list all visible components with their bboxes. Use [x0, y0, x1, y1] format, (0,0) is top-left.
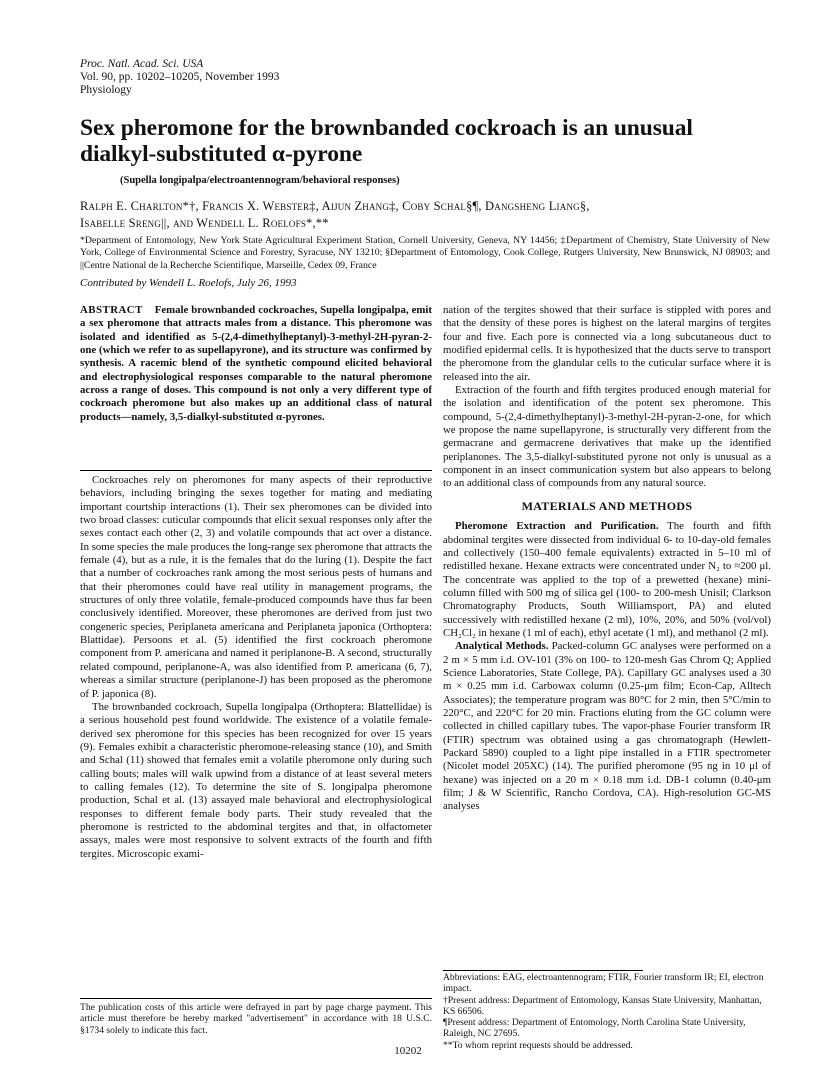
author-list — [80, 198, 760, 232]
intro-paragraph-3: nation of the tergites showed that their surface is stippled with pores and that the density of these pores is highest on the lateral margins of tergites four and five. Each pore is connected via a long subcutaneous duct to modified epidermal cells. It is hypothesized that the ducts serve to transport the pheromone from the glandular cells to the cuticular surface where it is released into the air. — [443, 304, 771, 383]
authors-line-1: Ralph E. Charlton*†, Francis X. Webster‡, Aijun Zhang‡, Coby Schal§¶, Dangsheng Liang§, — [80, 199, 590, 213]
methods-2-text: Packed-column GC analyses were performed on a 2 m × 5 mm i.d. OV-101 (3% on 100- to 120-mesh Gas Chrom Q; Applied Science Laboratories, State College, PA). Capillary GC analyses used a 30 m × 0.25 mm i.d. Carbowax column (0.25-μm film; Econ-Cap, Alltech Associates); the temperature program was 80°C for 2 min, then 5°C/min to 220°C, and 220°C for 20 min. Fractions eluting from the GC column were collected in chilled capillary tubes. The vapor-phase Fourier transform IR (FTIR) spectrum was obtained using a gas chromatograph (Hewlett-Packard 5890) coupled to a light pipe installed in a FTIR spectrometer (Nicolet model 205XC) (14). The purified pheromone (95 ng in 10 μl of hexane) was injected on a 20 m × 0.18 mm i.d. DB-1 column (0.40-μm film; J & W Scientific, Rancho Cordova, CA). High-resolution GC-MS analyses — [443, 640, 771, 813]
footnotes — [443, 972, 773, 1051]
left-column-body — [80, 474, 432, 861]
methods-paragraph-2 — [443, 640, 771, 813]
section-label: Physiology — [80, 84, 132, 96]
intro-paragraph-1: Cockroaches rely on pheromones for many aspects of their reproductive behaviors, including bringing the sexes together for mating and mediating important courtship interactions (1). Their sex pheromones can be divided into two broad classes: cuticular compounds that elicit sexual responses only after the sexes contact each other (2, 3) and volatile compounds that act over a distance. In some species the male produces the long-range sex pheromone that attracts the female (4), but as a rule, it is the females that do the luring (1). Despite the fact that a number of cockroaches rank among the most serious pests of humans and that their pheromones could have real utility in management programs, the structures of only three volatile, female-produced compounds have thus far been conclusively identified. Moreover, these pheromones are derived from just two congeneric species, Periplaneta americana and Periplaneta japonica (Orthoptera: Blattidae). Persoons et al. (5) identified the first cockroach pheromone component from P. americana and named it periplanone-B. A second, structurally related compound, periplanone-A, was also identified from P. americana (6, 7), whereas a similar structure (periplanone-J) has been proposed as the pheromone of P. japonica (8). — [80, 474, 432, 700]
methods-1-lead: Pheromone Extraction and Purification. — [455, 520, 659, 533]
journal-name: Proc. Natl. Acad. Sci. USA — [80, 58, 204, 70]
authors-line-2: Isabelle Sreng||, and Wendell L. Roelofs*,** — [80, 216, 329, 230]
methods-heading: MATERIALS AND METHODS — [521, 498, 693, 513]
right-column-body — [443, 304, 771, 814]
article-title: Sex pheromone for the brownbanded cockroach is an unusual dialkyl-substituted α-pyrone — [80, 115, 693, 167]
publication-cost-note: The publication costs of this article were defrayed in part by page charge payment. This article must therefore be hereby marked "advertisement" in accordance with 18 U.S.C. §1734 solely to indicate this fact. — [80, 1002, 432, 1036]
volume-info: Vol. 90, pp. 10202–10205, November 1993 — [80, 71, 280, 83]
affiliations: *Department of Entomology, New York State Agricultural Experiment Station, Cornell University, Geneva, NY 14456; ‡Department of Chemistry, State University of New York, College of Environmental Science and Forestry, Syracuse, NY 13210; §Department of Entomology, Cook College, Rutgers University, New Brunswick, NJ 08903; and ||Centre National de la Recherche Scientifique, Marseille, Cedex 09, France — [80, 235, 770, 271]
footnote-divider-right — [443, 970, 643, 971]
footnote-pilcrow: ¶Present address: Department of Entomology, North Carolina State University, Raleigh, NC 27695. — [443, 1017, 746, 1040]
footnote-abbreviations: Abbreviations: EAG, electroantennogram; FTIR, Fourier transform IR; EI, electron impact. — [443, 972, 764, 995]
intro-paragraph-4: Extraction of the fourth and fifth tergites produced enough material for the isolation and identification of the potent sex pheromone. This compound, 5-(2,4-dimethylheptanyl)-3-methyl-2H-pyran-2-one, for which we propose the name supellapyrone, is structurally very different from the germacrane and germacrene derivatives that make up the identified periplanones. The 3,5-dialkyl-substituted pyrone not only is unusual as a component in an insect communication system but also appears to belong to an additional class of compounds from any natural source. — [443, 384, 771, 490]
footnote-reprint: **To whom reprint requests should be addressed. — [443, 1039, 633, 1051]
abstract-heading: ABSTRACT — [80, 304, 143, 316]
methods-2-lead: Analytical Methods. — [455, 640, 549, 653]
journal-header — [80, 58, 279, 97]
abstract-text: Female brownbanded cockroaches, Supella longipalpa, emit a sex pheromone that attracts males from a distance. This pheromone was isolated and identified as 5-(2,4-dimethylheptanyl)-3-methyl-2H-pyran-2-one (which we refer to as supellapyrone), and its structure was confirmed by synthesis. A racemic blend of the synthetic compound elicited behavioral and electrophysiological responses comparable to the natural pheromone across a range of doses. This compound is not only a very different type of cockroach pheromone but also makes up an additional class of natural products—namely, 3,5-dialkyl-substituted α-pyrones. — [80, 304, 433, 423]
footnote-divider-left — [80, 998, 432, 999]
keywords-subtitle: (Supella longipalpa/electroantennogram/behavioral responses) — [120, 175, 400, 186]
methods-1-text: The fourth and fifth abdominal tergites were dissected from individual 6- to 10-day-old females and collectively (150–400 female equivalents) extracted in 5–10 ml of redistilled hexane. Hexane extracts were concentrated under N₂ to ≈200 μl. The concentrate was applied to the top of a prewetted (hexane) mini-column filled with 500 mg of silica gel (100- to 200-mesh Unisil; Clarkson Chromatography Products, South Williamsport, PA) and eluted successively with redistilled hexane (2 ml), 10%, 20%, and 50% (vol/vol) CH₂Cl₂ in hexane (1 ml of each), ethyl acetate (1 ml), and methanol (2 ml). — [443, 520, 772, 639]
abstract-divider — [80, 470, 432, 471]
footnote-dagger: †Present address: Department of Entomology, Kansas State University, Manhattan, KS 66506. — [443, 994, 762, 1017]
intro-paragraph-2: The brownbanded cockroach, Supella longipalpa (Orthoptera: Blattellidae) is a serious household pest found worldwide. The existence of a volatile female-derived sex pheromone for this species has been recognized for over 15 years (9). Females exhibit a characteristic pheromone-releasing stance (10), and Smith and Schal (11) showed that females emit a volatile pheromone only during such calling bouts; males will walk upwind from a distance of at least several meters to calling females (12). To determine the site of S. longipalpa pheromone production, Schal et al. (13) assayed male behavioral and electrophysiological responses to different female body parts. Their study revealed that the pheromone is restricted to the abdominal tergites and that, in olfactometer assays, males were most responsive to solvent extracts of the fourth and fifth tergites. Microscopic exami- — [80, 700, 432, 860]
abstract — [80, 304, 432, 424]
page-number: 10202 — [394, 1045, 422, 1057]
methods-paragraph-1 — [443, 520, 771, 640]
contributed-by: Contributed by Wendell L. Roelofs, July 26, 1993 — [80, 277, 297, 289]
